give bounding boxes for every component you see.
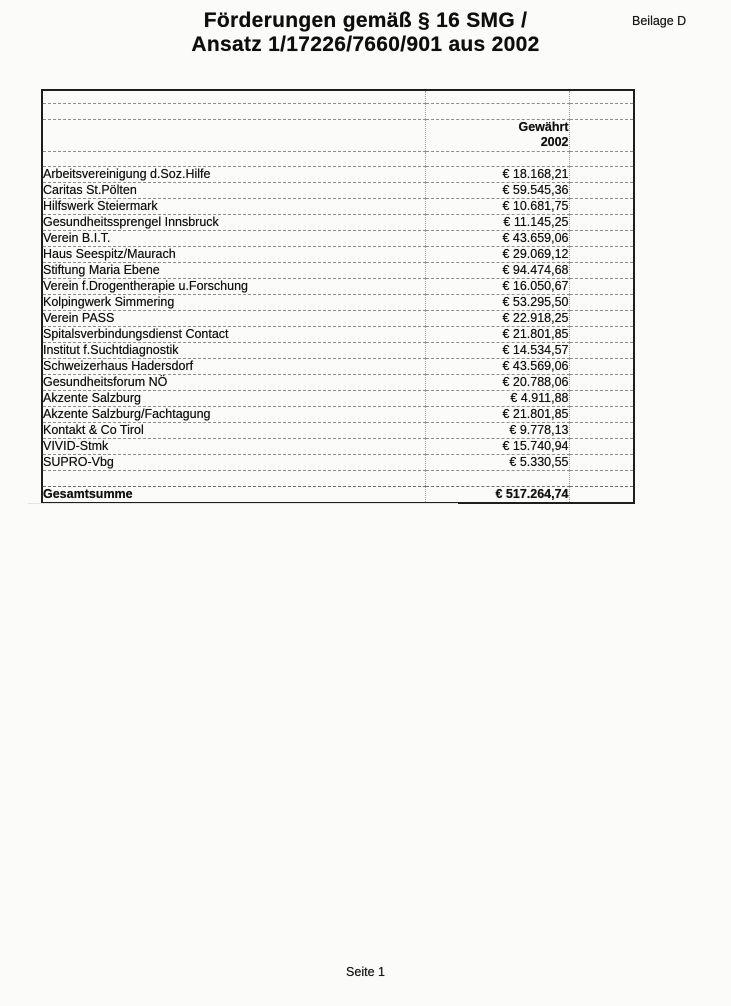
spare-cell xyxy=(569,326,634,342)
amount-cell: € 21.801,85 xyxy=(425,406,569,422)
org-name-cell: Gesundheitsforum NÖ xyxy=(42,374,425,390)
column-header-line1: Gewährt xyxy=(518,120,569,134)
amount-cell: € 18.168,21 xyxy=(425,166,569,182)
amount-cell: € 16.050,67 xyxy=(425,278,569,294)
table-row xyxy=(42,374,634,390)
column-header-gewaehrt-2002 xyxy=(425,119,569,151)
org-name-cell: Stiftung Maria Ebene xyxy=(42,262,425,278)
spare-cell xyxy=(569,358,634,374)
page-number: Seite 1 xyxy=(346,965,385,979)
table-row xyxy=(42,182,634,198)
org-name-cell: Hilfswerk Steiermark xyxy=(42,198,425,214)
amount-cell: € 15.740,94 xyxy=(425,438,569,454)
table-row xyxy=(42,454,634,470)
org-name-cell: Gesundheitssprengel Innsbruck xyxy=(42,214,425,230)
table-row xyxy=(42,214,634,230)
table-row xyxy=(42,390,634,406)
org-name-cell: Arbeitsvereinigung d.Soz.Hilfe xyxy=(42,166,425,182)
attachment-label: Beilage D xyxy=(632,14,687,28)
page-title-line2: Ansatz 1/17226/7660/901 aus 2002 xyxy=(191,33,540,56)
table-row xyxy=(42,246,634,262)
org-name-cell: Verein B.I.T. xyxy=(42,230,425,246)
total-label-cell: Gesamtsumme xyxy=(42,486,425,503)
column-header-line2: 2002 xyxy=(540,135,569,149)
spare-cell xyxy=(569,166,634,182)
table-row xyxy=(42,230,634,246)
spare-cell xyxy=(569,374,634,390)
amount-cell: € 9.778,13 xyxy=(425,422,569,438)
table-row xyxy=(42,422,634,438)
amount-cell: € 94.474,68 xyxy=(425,262,569,278)
amount-cell: € 20.788,06 xyxy=(425,374,569,390)
table-row xyxy=(42,294,634,310)
empty-row xyxy=(42,90,634,103)
amount-cell: € 14.534,57 xyxy=(425,342,569,358)
spare-cell xyxy=(569,406,634,422)
empty-row xyxy=(42,151,634,166)
empty-row xyxy=(42,103,634,119)
page-title-line1: Förderungen gemäß § 16 SMG / xyxy=(203,9,528,32)
org-name-cell: Kontakt & Co Tirol xyxy=(42,422,425,438)
table-row xyxy=(42,406,634,422)
spare-cell xyxy=(569,230,634,246)
org-name-cell: Akzente Salzburg xyxy=(42,390,425,406)
empty-row xyxy=(42,470,634,486)
org-name-cell: Schweizerhaus Hadersdorf xyxy=(42,358,425,374)
spare-cell xyxy=(569,294,634,310)
spare-cell xyxy=(569,342,634,358)
spare-cell xyxy=(569,310,634,326)
spare-cell xyxy=(569,438,634,454)
amount-cell: € 21.801,85 xyxy=(425,326,569,342)
table-row xyxy=(42,166,634,182)
amount-cell: € 5.330,55 xyxy=(425,454,569,470)
amount-cell: € 4.911,88 xyxy=(425,390,569,406)
table-header-row xyxy=(42,119,634,151)
amount-cell: € 43.569,06 xyxy=(425,358,569,374)
spare-cell xyxy=(569,262,634,278)
table-row xyxy=(42,262,634,278)
spare-cell xyxy=(569,214,634,230)
amount-cell: € 59.545,36 xyxy=(425,182,569,198)
spare-cell xyxy=(569,278,634,294)
table-row xyxy=(42,326,634,342)
grants-table xyxy=(41,89,635,504)
amount-cell: € 43.659,06 xyxy=(425,230,569,246)
total-row xyxy=(42,486,634,503)
org-name-cell: SUPRO-Vbg xyxy=(42,454,425,470)
page-title xyxy=(35,9,696,57)
table-row xyxy=(42,198,634,214)
amount-cell: € 11.145,25 xyxy=(425,214,569,230)
org-name-cell: Verein f.Drogentherapie u.Forschung xyxy=(42,278,425,294)
org-name-cell: Caritas St.Pölten xyxy=(42,182,425,198)
amount-cell: € 29.069,12 xyxy=(425,246,569,262)
amount-cell: € 10.681,75 xyxy=(425,198,569,214)
grants-table-body xyxy=(42,90,634,503)
table-row xyxy=(42,358,634,374)
org-name-cell: Verein PASS xyxy=(42,310,425,326)
table-row xyxy=(42,438,634,454)
amount-cell: € 53.295,50 xyxy=(425,294,569,310)
total-amount-cell: € 517.264,74 xyxy=(425,486,569,503)
spare-cell xyxy=(569,182,634,198)
org-name-cell: Haus Seespitz/Maurach xyxy=(42,246,425,262)
spare-cell xyxy=(569,454,634,470)
spare-cell xyxy=(569,246,634,262)
spare-cell xyxy=(569,198,634,214)
table-row xyxy=(42,278,634,294)
spare-cell xyxy=(569,422,634,438)
org-name-cell: Kolpingwerk Simmering xyxy=(42,294,425,310)
amount-cell: € 22.918,25 xyxy=(425,310,569,326)
scan-artifact-line xyxy=(28,503,458,504)
table-row xyxy=(42,310,634,326)
spare-cell xyxy=(569,390,634,406)
org-name-cell: Spitalsverbindungsdienst Contact xyxy=(42,326,425,342)
org-name-cell: Institut f.Suchtdiagnostik xyxy=(42,342,425,358)
org-name-cell: VIVID-Stmk xyxy=(42,438,425,454)
org-name-cell: Akzente Salzburg/Fachtagung xyxy=(42,406,425,422)
table-row xyxy=(42,342,634,358)
